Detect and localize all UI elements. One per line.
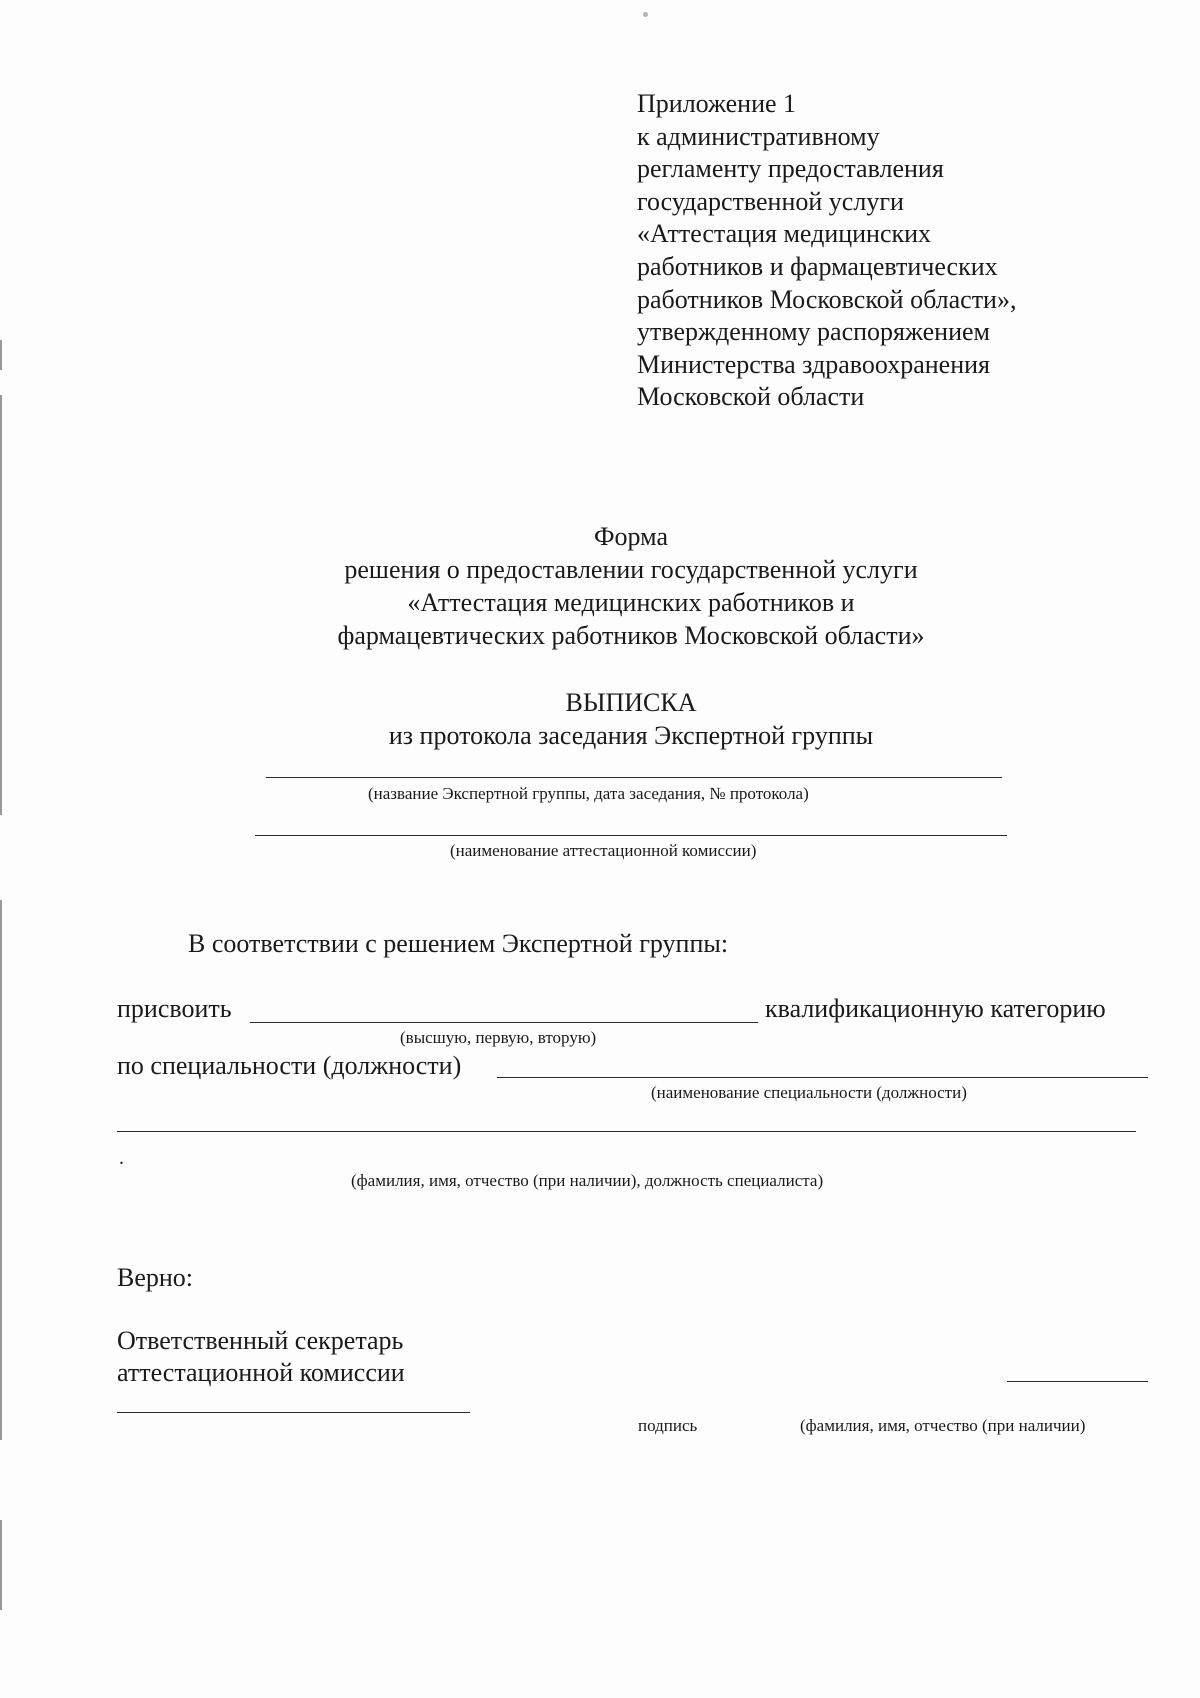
category-caption: (высшую, первую, вторую) xyxy=(400,1028,597,1047)
extract-title-block xyxy=(0,686,1200,752)
form-title-line: фармацевтических работников Московской области» xyxy=(337,621,925,650)
person-line[interactable] xyxy=(117,1131,1136,1132)
scan-edge-mark xyxy=(0,900,2,1440)
category-line[interactable] xyxy=(250,1022,758,1023)
scan-artifact-dot xyxy=(643,12,648,17)
name-caption: (фамилия, имя, отчество (при наличии) xyxy=(800,1416,1086,1435)
verified-label: Верно: xyxy=(117,1263,194,1292)
extract-title: ВЫПИСКА xyxy=(565,688,697,717)
period-mark: . xyxy=(119,1147,124,1169)
form-title xyxy=(0,520,1200,652)
appendix-line: работников Московской области», xyxy=(637,284,1017,314)
name-line[interactable] xyxy=(1007,1381,1148,1382)
specialty-caption: (наименование специальности (должности) xyxy=(651,1083,967,1102)
commission-line[interactable] xyxy=(255,835,1007,836)
expert-group-line[interactable] xyxy=(266,777,1002,778)
form-title-line: решения о предоставлении государственной услуги xyxy=(344,555,918,584)
person-caption: (фамилия, имя, отчество (при наличии), должность специалиста) xyxy=(351,1171,824,1190)
form-title-line: «Аттестация медицинских работников и xyxy=(407,588,855,617)
category-label: квалификационную категорию xyxy=(765,994,1106,1023)
signature-caption: подпись xyxy=(638,1416,698,1435)
extract-subtitle: из протокола заседания Экспертной группы xyxy=(388,721,874,750)
expert-group-caption: (название Экспертной группы, дата заседания, № протокола) xyxy=(368,784,809,803)
signature-line[interactable] xyxy=(117,1412,470,1413)
scan-edge-mark xyxy=(0,340,2,370)
form-title-line: Форма xyxy=(594,522,668,551)
specialty-label: по специальности (должности) xyxy=(117,1051,462,1080)
appendix-line: к административному xyxy=(637,121,880,151)
appendix-line: утвержденному распоряжением xyxy=(637,317,990,347)
appendix-line: государственной услуги xyxy=(637,186,904,216)
appendix-header xyxy=(637,88,1016,414)
appendix-line: Приложение 1 xyxy=(637,89,797,118)
specialty-line[interactable] xyxy=(497,1077,1148,1078)
appendix-line: регламенту предоставления xyxy=(637,154,944,184)
secretary-title-line2: аттестационной комиссии xyxy=(117,1358,405,1387)
appendix-line: Московской области xyxy=(637,382,865,412)
assign-label: присвоить xyxy=(117,994,232,1023)
commission-caption: (наименование аттестационной комиссии) xyxy=(450,841,757,860)
appendix-line: работников и фармацевтических xyxy=(637,251,998,281)
scan-edge-mark xyxy=(0,1520,2,1610)
secretary-title-line1: Ответственный секретарь xyxy=(117,1326,404,1355)
appendix-line: Министерства здравоохранения xyxy=(637,349,990,379)
decision-intro: В соответствии с решением Экспертной группы: xyxy=(188,929,729,958)
appendix-line: «Аттестация медицинских xyxy=(637,219,932,249)
